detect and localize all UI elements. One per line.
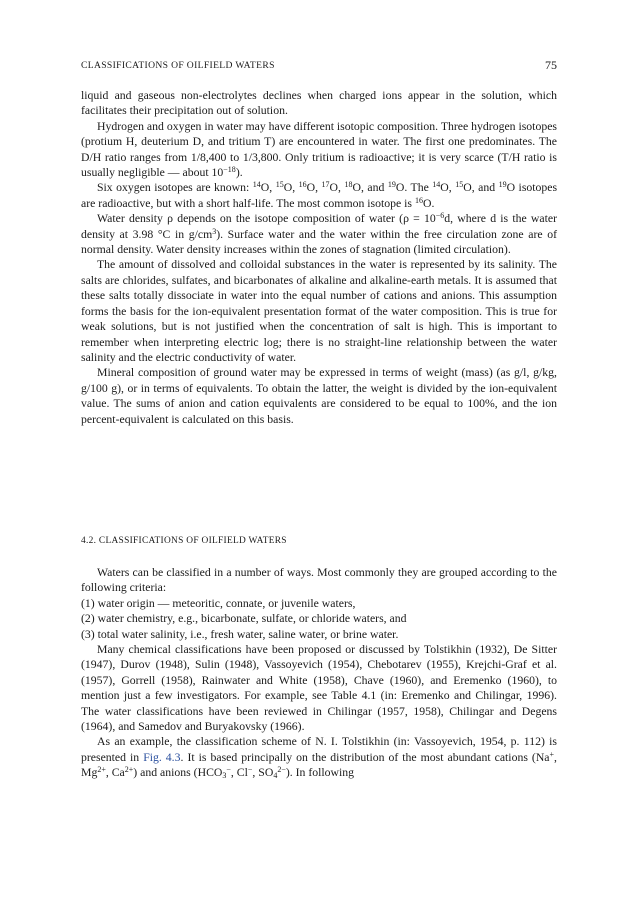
paragraph-salinity: The amount of dissolved and colloidal substances in the water is represented by its salinity. The salts are chlorides, sulfates, and bicarbonates of alkaline and alkaline-earth metals. It is assumed that these salts totally dissociate in water into the equal number of cations and anions. This assumption forms the basis for the ion-equivalent presentation format of the water composition. This is true for weak solutions, but is not justified when the concentration of salt is high. This is important to remember when interpreting electric log; there is no straight-line relationship between the water salinity and the electric conductivity of water. [81, 258, 557, 364]
body-text-top [81, 88, 557, 427]
paragraph-water-density: Water density ρ depends on the isotope composition of water ($\rho = 10^{-6}d$, where d is the water density at 3.98 °C in $g/cm^3$). Surface water and the water within the free circulation zone are of normal density. Water density increases within the zones of stagnation (limited circulation). [81, 211, 557, 257]
paragraph-mineral-composition: Mineral composition of ground water may be expressed in terms of weight (mass) (as g/l, g/kg, g/100 g), or in terms of equivalents. To obtain the latter, the weight is divided by the ion-equivalent value. The sums of anion and cation equivalents are considered to be equal to 100%, and the ion percent-equivalent is calculated on this basis. [81, 366, 557, 426]
paragraph-classification-intro: Waters can be classified in a number of ways. Most commonly they are grouped according to the following criteria: [81, 566, 557, 595]
criteria-item-3: (3) total water salinity, i.e., fresh water, saline water, or brine water. [81, 627, 399, 641]
body-text-section [81, 565, 557, 781]
paragraph-oxygen-isotopes: Six oxygen isotopes are known: $^{14}$O, $^{15}$O, $^{16}$O, $^{17}$O, $^{18}$O, and $^{19}$O. The $^{14}$O, $^{15}$O, and $^{19}$O isotopes are radioactive, but with a short half-life. The most common isotope is $^{16}$O. [81, 180, 558, 210]
page-number: 75 [545, 58, 557, 72]
criteria-item-1: (1) water origin — meteoritic, connate, or juvenile waters, [81, 596, 356, 610]
section-heading: 4.2. CLASSIFICATIONS OF OILFIELD WATERS [81, 536, 287, 546]
paragraph-hydrogen-oxygen-isotopes: Hydrogen and oxygen in water may have different isotopic composition. Three hydrogen isotopes (protium H, deuterium D, and tritium T) are encountered in water. The first one predominates. The D/H ratio ranges from 1/8,400 to 1/3,800. Only tritium is radioactive; it is very scarce (T/H ratio is usually negligible — about $10^{-18}$). [81, 119, 557, 180]
criteria-item-2: (2) water chemistry, e.g., bicarbonate, sulfate, or chloride waters, and [81, 612, 407, 626]
paragraph-continued: liquid and gaseous non-electrolytes declines when charged ions appear in the solution, which facilitates their precipitation out of solution. [81, 89, 557, 118]
running-head [81, 58, 557, 74]
paragraph-tolstikhin-scheme: As an example, the classification scheme of N. I. Tolstikhin (in: Vassoyevich, 1954, p. 112) is presented in Fig. 4.3. It is based principally on the distribution of the most abundant cations (Na+, $Mg^{2+}$, $Ca^{2+}$) and anions ($HCO_3^-$, Cl−, $SO_4^{2-}$). In following [81, 735, 557, 781]
figure-link[interactable]: Fig. 4.3 [143, 750, 181, 764]
running-head-title: CLASSIFICATIONS OF OILFIELD WATERS [81, 60, 275, 71]
paragraph-chemical-classifications: Many chemical classifications have been proposed or discussed by Tolstikhin (1932), De Sitter (1947), Durov (1948), Sulin (1948), Vassoyevich (1954), Chebotarev (1955), Krejchi-Graf et al. (1957), Gorrell (1958), Rainwater and White (1958), Chave (1960), and Eremenko (1960), to mention just a few investigators. For example, see Table 4.1 (in: Eremenko and Chilingar, 1996). The water classifications have been reviewed in Chilingar (1957, 1958), Chilingar and Degens (1964), and Samedov and Buryakovsky (1966). [81, 643, 557, 734]
